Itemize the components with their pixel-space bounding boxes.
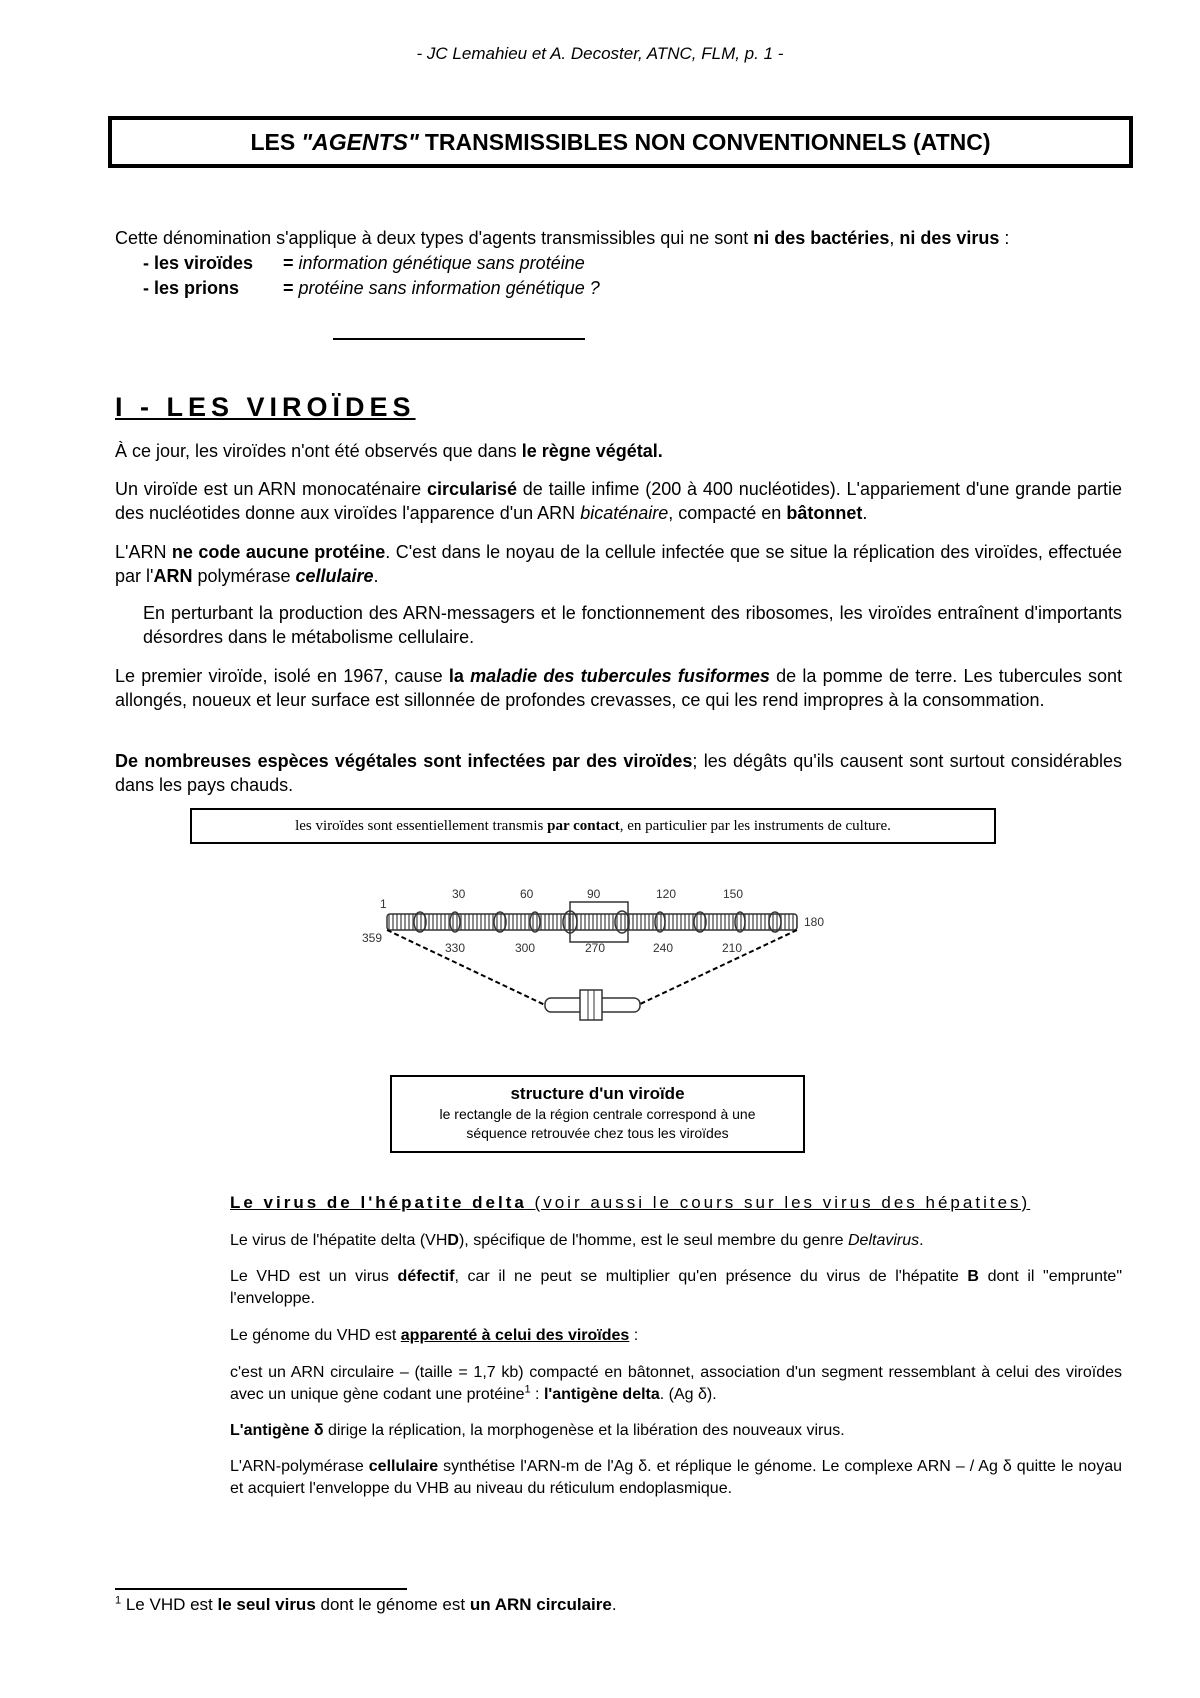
d2-bold: défectif bbox=[397, 1268, 455, 1285]
p5-text-a: Le premier viroïde, isolé en 1967, cause bbox=[115, 666, 449, 686]
p5-bold: la bbox=[448, 666, 471, 686]
p2-italic: bicaténaire bbox=[580, 503, 669, 523]
label-bottom-330: 330 bbox=[445, 941, 466, 955]
footnote-rule bbox=[115, 1588, 407, 1590]
d5-text: dirige la réplication, la morphogenèse et la libération des nouveaux virus. bbox=[323, 1422, 845, 1439]
d2-text-c: , car il ne peut se multiplier qu'en présence du virus de l'hépatite bbox=[454, 1268, 968, 1285]
d5-bold: L'antigène δ bbox=[230, 1422, 324, 1439]
intro-bold-virus: ni des virus bbox=[899, 228, 1000, 248]
p3-text-g: . bbox=[373, 566, 379, 586]
paragraph-6 bbox=[115, 749, 1122, 797]
footnote-ref: 1 bbox=[524, 1383, 531, 1396]
p6-bold: De nombreuses espèces végétales sont infectées par des viroïdes bbox=[115, 751, 693, 771]
label-top-30: 30 bbox=[452, 887, 466, 901]
transmission-box bbox=[190, 808, 996, 844]
section-title: I - LES VIROÏDES bbox=[115, 392, 416, 422]
d3-text-c: : bbox=[629, 1327, 639, 1344]
p5-text-d: de la pomme de terre. Les tubercules sont allongés, noueux et leur surface est sillonnée de profondes crevasses, ce qui les rend impropres à la consommation. bbox=[115, 666, 1123, 710]
diagram-caption bbox=[390, 1075, 805, 1153]
delta-paragraph-2 bbox=[230, 1266, 1122, 1310]
d2-text-a: Le VHD est un virus bbox=[230, 1268, 398, 1285]
d4-text-d: . (Ag δ). bbox=[659, 1386, 717, 1403]
delta-paragraph-5 bbox=[230, 1420, 1122, 1442]
viroid-rod bbox=[387, 902, 797, 942]
d1-text-c: ), spécifique de l'homme, est le seul membre du genre bbox=[458, 1232, 848, 1249]
delta-paragraph-1 bbox=[230, 1230, 1122, 1252]
transmission-bold: par contact bbox=[547, 817, 620, 834]
d1-text-e: . bbox=[919, 1232, 924, 1249]
p1-text: À ce jour, les viroïdes n'ont été observés que dans bbox=[115, 441, 522, 461]
footnote-number: 1 bbox=[115, 1594, 122, 1607]
delta-title-sub: (voir aussi le cours sur les virus des hépatites) bbox=[526, 1193, 1031, 1212]
label-top-90: 90 bbox=[587, 887, 601, 901]
label-end-180: 180 bbox=[804, 915, 825, 929]
transmission-text-c: , en particulier par les instruments de culture. bbox=[619, 817, 891, 834]
label-top-1: 1 bbox=[380, 897, 387, 911]
p2-text-c: de taille infime (200 à 400 nucléotides). L'appariement d'une grande partie des nucléotides donne aux viroïdes l'apparence d'un ARN bbox=[115, 479, 1122, 523]
list-item-eq: = bbox=[283, 253, 294, 273]
label-bottom-240: 240 bbox=[653, 941, 674, 955]
separator-line bbox=[333, 338, 585, 340]
list-item-eq: = bbox=[283, 278, 294, 298]
list-item-def: information génétique sans protéine bbox=[298, 253, 585, 273]
paragraph-3 bbox=[115, 540, 1122, 588]
intro-bold-bacteries: ni des bactéries bbox=[753, 228, 890, 248]
caption-text: le rectangle de la région centrale correspond à une séquence retrouvée chez tous les viroïdes bbox=[439, 1106, 756, 1141]
delta-paragraph-6 bbox=[230, 1456, 1122, 1500]
p2-text-a: Un viroïde est un ARN monocaténaire bbox=[115, 479, 427, 499]
d2-bold-b: B bbox=[967, 1268, 979, 1285]
d4-bold: l'antigène delta bbox=[543, 1386, 660, 1403]
page-header: - JC Lemahieu et A. Decoster, ATNC, FLM, p. 1 - bbox=[416, 44, 784, 63]
paragraph-4: En perturbant la production des ARN-messagers et le fonctionnement des ribosomes, les viroïdes entraînent d'importants désordres dans le métabolisme cellulaire. bbox=[143, 603, 1122, 647]
document-title bbox=[108, 116, 1133, 168]
list-item-term: - les prions bbox=[143, 278, 240, 298]
label-top-120: 120 bbox=[656, 887, 677, 901]
label-top-60: 60 bbox=[520, 887, 534, 901]
viroid-structure-diagram bbox=[360, 880, 840, 1030]
d1-bold: D bbox=[447, 1232, 459, 1249]
label-bottom-270: 270 bbox=[585, 941, 606, 955]
footnote bbox=[115, 1595, 617, 1615]
title-agents: "AGENTS" bbox=[301, 128, 419, 155]
d6-text-a: L'ARN-polymérase bbox=[230, 1458, 369, 1475]
list-item-def: protéine sans information génétique ? bbox=[298, 278, 600, 298]
p2-bold-batonnet: bâtonnet bbox=[786, 503, 863, 523]
zoomed-segment bbox=[545, 990, 640, 1020]
p3-bold-italic: cellulaire bbox=[295, 566, 374, 586]
label-bottom-210: 210 bbox=[722, 941, 743, 955]
list-item-viroides bbox=[115, 251, 1130, 276]
d6-text-c: synthétise l'ARN-m de l'Ag δ. et réplique le génome. Le complexe ARN – / Ag δ quitte le noyau et acquiert l'enveloppe du VHB au niveau du réticulum endoplasmique. bbox=[230, 1458, 1122, 1497]
p5-bold-italic: maladie des tubercules fusiformes bbox=[470, 666, 770, 686]
p3-text-a: L'ARN bbox=[115, 542, 172, 562]
footnote-bold-2: un ARN circulaire bbox=[469, 1595, 612, 1614]
footnote-text-e: . bbox=[611, 1595, 617, 1614]
delta-title-main: Le virus de l'hépatite delta bbox=[230, 1193, 527, 1212]
delta-section-title bbox=[230, 1193, 1030, 1213]
paragraph-2 bbox=[115, 477, 1122, 525]
p3-bold-arn: ARN bbox=[153, 566, 193, 586]
footnote-text-c: dont le génome est bbox=[315, 1595, 470, 1614]
d4-text-b: : bbox=[530, 1386, 544, 1403]
title-part1: LES bbox=[250, 128, 296, 155]
paragraph-5 bbox=[115, 664, 1122, 712]
intro-lead: Cette dénomination s'applique à deux types d'agents transmissibles qui ne sont bbox=[115, 228, 754, 248]
d6-bold: cellulaire bbox=[368, 1458, 439, 1475]
p3-text-e: polymérase bbox=[192, 566, 296, 586]
list-item-prions bbox=[115, 276, 1130, 301]
paragraph-1 bbox=[115, 439, 1122, 463]
d3-text-a: Le génome du VHD est bbox=[230, 1327, 401, 1344]
p2-bold: circularisé bbox=[426, 479, 517, 499]
p6-text: ; les dégâts qu'ils causent sont surtout considérables dans les pays chauds. bbox=[115, 751, 1122, 795]
p2-text-e: , compacté en bbox=[668, 503, 787, 523]
list-item-term: - les viroïdes bbox=[143, 253, 254, 273]
d4-text-a: c'est un ARN circulaire – (taille = 1,7 kb) compacté en bâtonnet, association d'un segment ressemblant à celui des viroïdes avec un unique gène codant une protéine bbox=[230, 1364, 1122, 1403]
intro-comma: , bbox=[889, 228, 900, 248]
footnote-text-a: Le VHD est bbox=[121, 1595, 218, 1614]
delta-paragraph-3 bbox=[230, 1325, 1122, 1347]
p1-bold: le règne végétal. bbox=[521, 441, 663, 461]
d3-bold-underline: apparenté à celui des viroïdes bbox=[400, 1327, 630, 1344]
d2-text-e: dont il "emprunte" l'enveloppe. bbox=[230, 1268, 1122, 1307]
d1-text-a: Le virus de l'hépatite delta (VH bbox=[230, 1232, 448, 1249]
p3-text-c: . C'est dans le noyau de la cellule infectée que se situe la réplication des viroïdes, effectuée par l' bbox=[115, 542, 1123, 586]
caption-title: structure d'un viroïde bbox=[510, 1084, 685, 1103]
p2-text-g: . bbox=[862, 503, 868, 523]
p3-bold: ne code aucune protéine bbox=[171, 542, 386, 562]
label-bottom-300: 300 bbox=[515, 941, 536, 955]
intro-colon: : bbox=[999, 228, 1010, 248]
title-part2: TRANSMISSIBLES NON CONVENTIONNELS (ATNC) bbox=[424, 128, 991, 155]
label-top-150: 150 bbox=[723, 887, 744, 901]
intro-paragraph bbox=[115, 226, 1130, 301]
delta-paragraph-4 bbox=[230, 1362, 1122, 1406]
d1-italic: Deltavirus bbox=[848, 1232, 920, 1249]
transmission-text-a: les viroïdes sont essentiellement transmis bbox=[295, 817, 548, 834]
label-bottom-359: 359 bbox=[362, 931, 383, 945]
footnote-bold-1: le seul virus bbox=[217, 1595, 316, 1614]
